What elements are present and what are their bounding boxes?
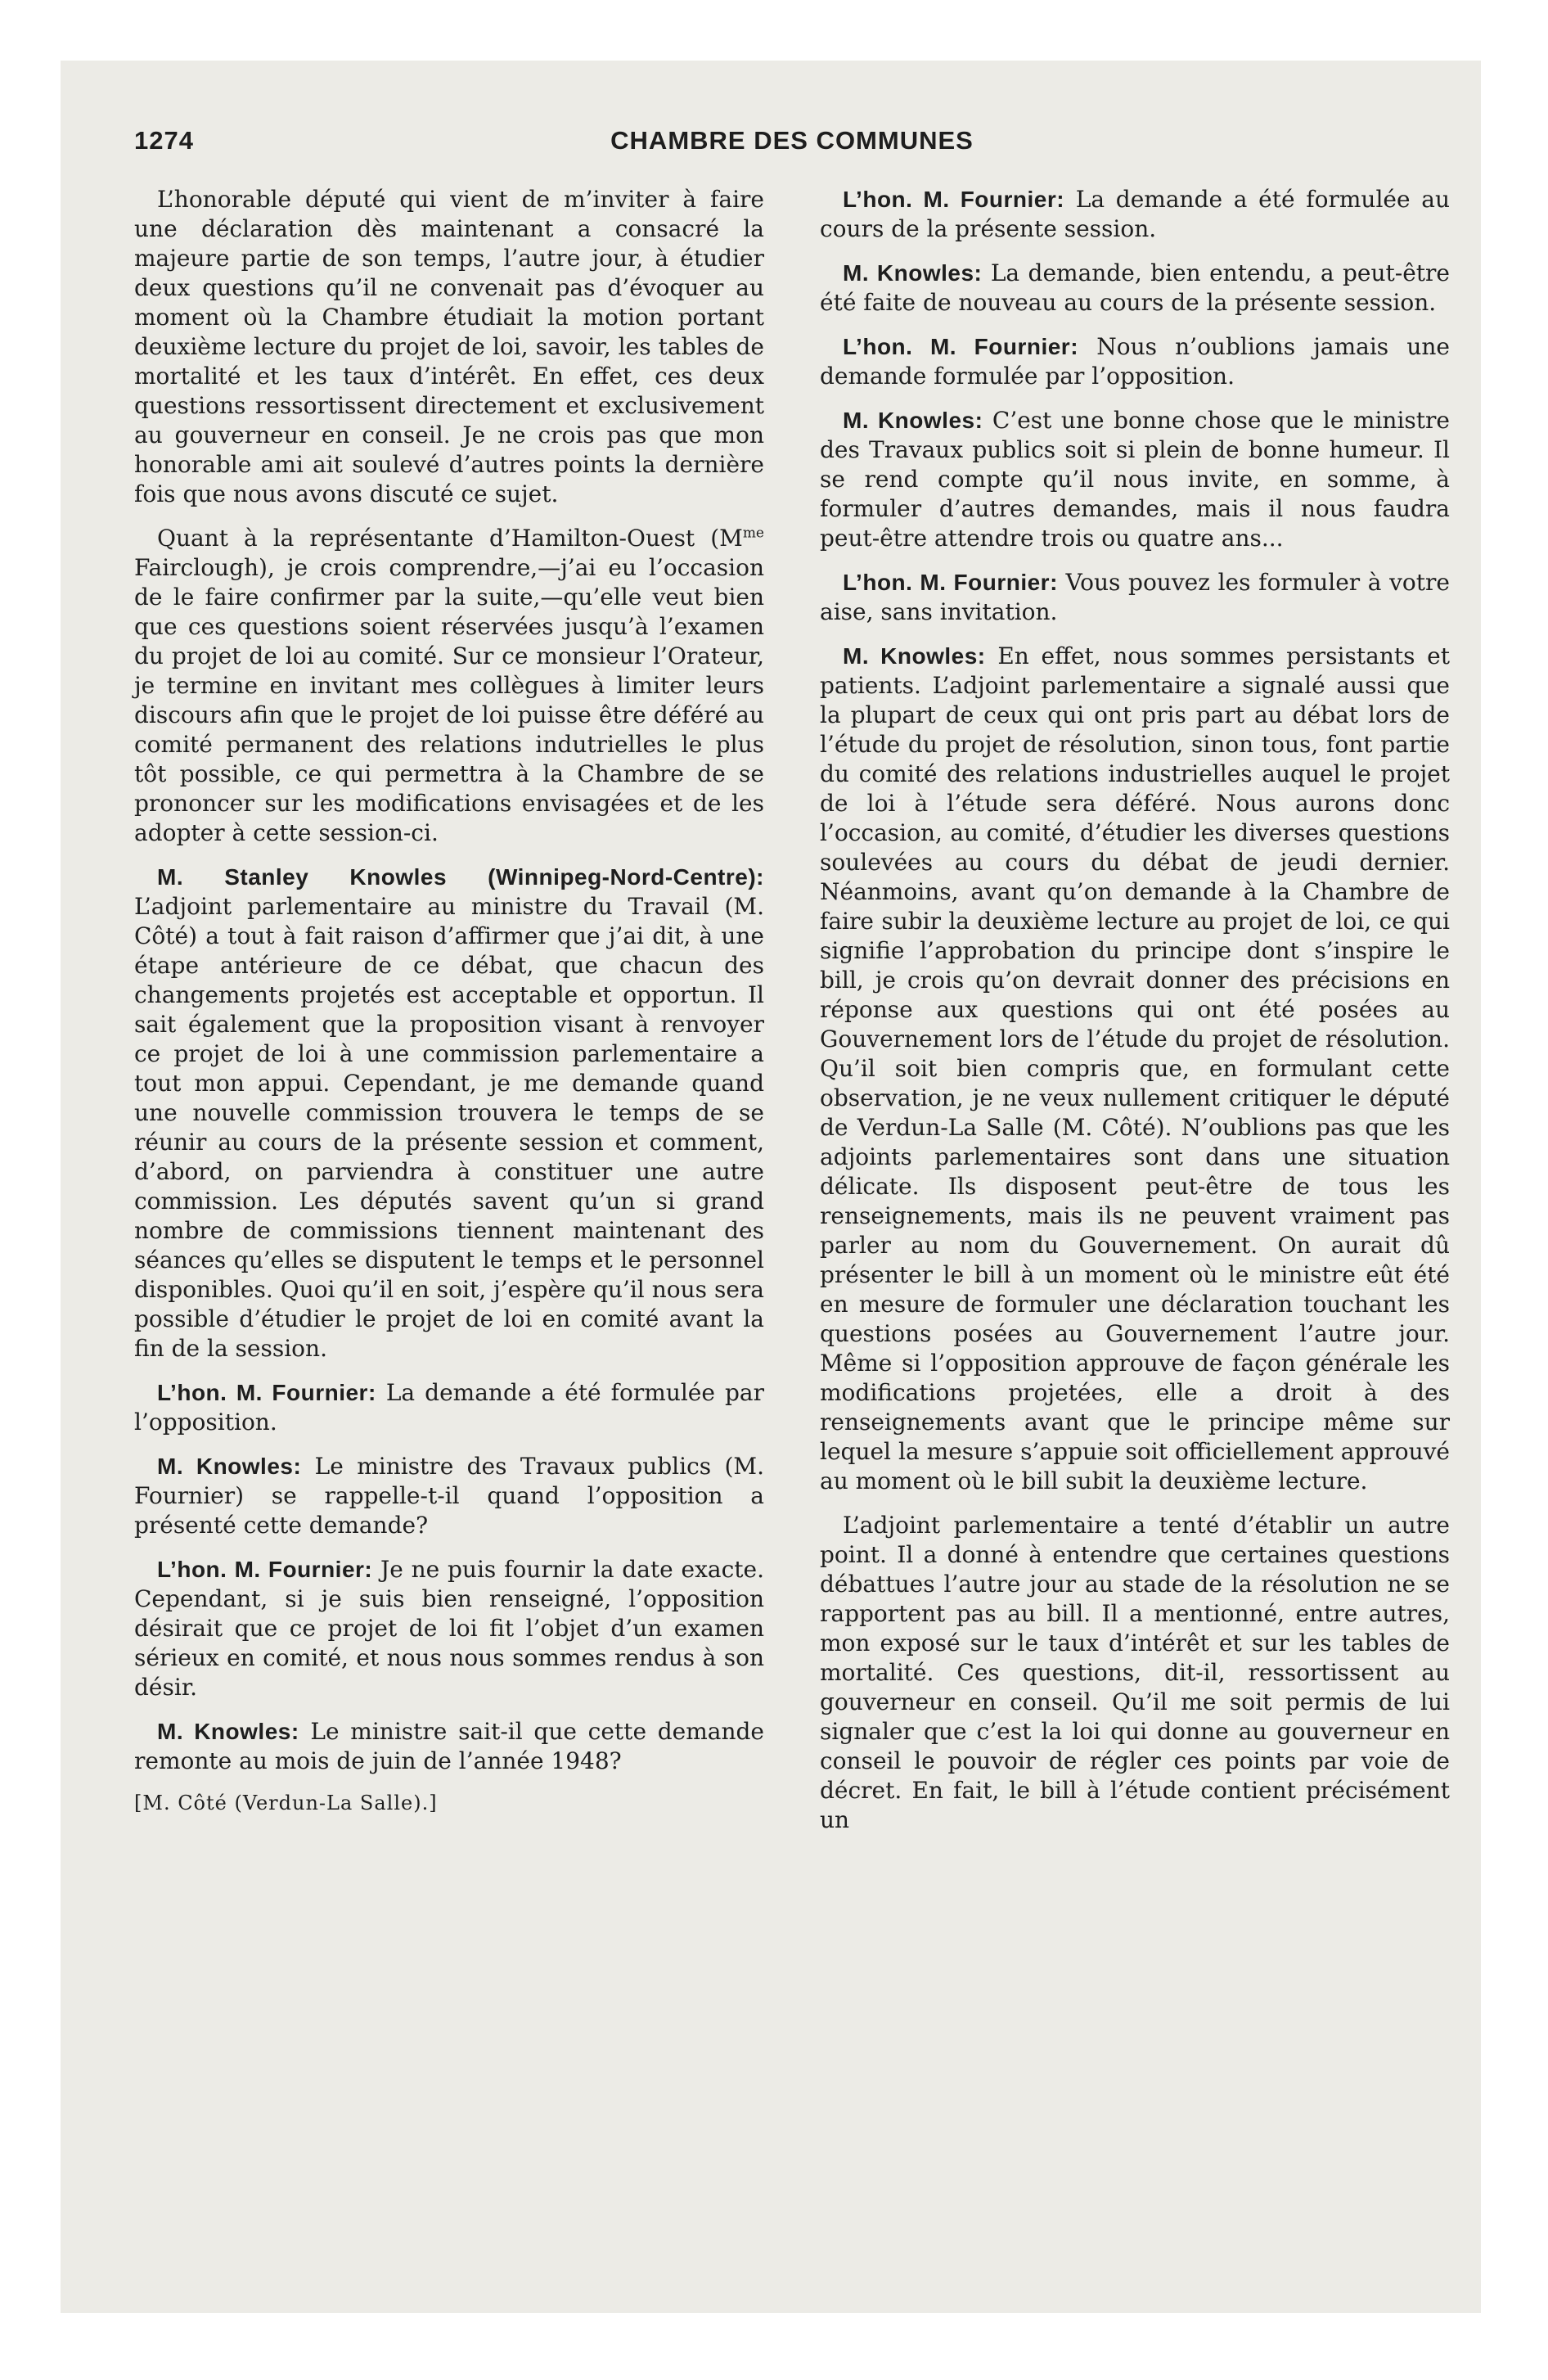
paragraph: L’honorable député qui vient de m’inviter à faire une déclaration dès maintenant a consacré la majeure partie de son temps, l’autre jour, à étudier deux questions qu’il ne convenait pas d’évoquer au moment où la Chambre étudiait la motion portant deuxième lecture du projet de loi, savoir, les tables de mortalité et les taux d’intérêt. En effet, ces deux questions ressortissent directement et exclusivement au gouverneur en conseil. Je ne crois pas que mon honorable ami ait soulevé d’autres points la dernière fois que nous avons discuté ce sujet. — [134, 186, 764, 507]
speaker-name: M. Knowles: — [843, 643, 986, 669]
speech-paragraph — [134, 863, 764, 1364]
speech-paragraph — [820, 642, 1450, 1496]
speaker-name: M. Knowles: — [843, 408, 983, 433]
scanned-page — [61, 61, 1481, 2313]
speaker-name: L’hon. M. Fournier: — [843, 187, 1065, 212]
speech-paragraph — [134, 1452, 764, 1540]
speaker-name: L’hon. M. Fournier: — [843, 570, 1058, 595]
speaker-name: M. Knowles: — [843, 260, 983, 286]
speech-text: Vous pouvez les formuler à votre aise, sans invitation. — [820, 569, 1450, 625]
speaker-name: M. Knowles: — [157, 1719, 299, 1744]
speech-paragraph — [820, 332, 1450, 391]
paragraph-text: Fairclough), je crois comprendre,—j’ai eu l’occasion de le faire confirmer par la suite,—qu’elle veut bien que ces questions soient réservées jusqu’à l’examen du projet de loi au comité. Sur ce monsieur l’Orateur, je termine en invitant mes collègues à limiter leurs discours afin que le projet de loi puisse être déféré au comité permanent des relations indutrielles le plus tôt possible, ce qui permettra à la Chambre de se prononcer sur les modifications envisagées et de les adopter à cette session-ci. — [134, 554, 764, 846]
speech-paragraph — [820, 406, 1450, 553]
speaker-note: [M. Côté (Verdun-La Salle).] — [134, 1792, 438, 1814]
speech-paragraph — [820, 185, 1450, 244]
speech-text: La demande a été formulée au cours de la présente session. — [820, 186, 1450, 242]
left-column — [134, 185, 764, 1830]
speech-text: Le ministre sait-il que cette demande remonte au mois de juin de l’année 1948? — [134, 1718, 764, 1774]
speech-text: En effet, nous sommes persistants et patients. L’adjoint parlementaire a signalé aussi que la plupart de ceux qui ont pris part au débat lors de l’étude du projet de résolution, sinon tous, font partie du comité des relations industrielles auquel le projet de loi à l’étude sera déféré. Nous aurons donc l’occasion, au comité, d’étudier les diverses questions soulevées au cours du débat de jeudi dernier. Néanmoins, avant qu’on demande à la Chambre de faire subir la deuxième lecture au projet de loi, ce qui signifie l’approbation du principe dont s’inspire le bill, je crois qu’on devrait donner des précisions en réponse aux questions qui ont été posées au Gouvernement lors de l’étude du projet de résolution. Qu’il soit bien compris que, en formulant cette observation, je ne veux nullement critiquer le député de Verdun-La Salle (M. Côté). N’oublions pas que les adjoints parlementaires sont dans une situation délicate. Ils disposent peut-être de tous les renseignements, mais ils ne peuvent vraiment pas parler au nom du Gouvernement. On aurait dû présenter le bill à un moment où le ministre eût été en mesure de formuler une déclaration touchant les questions posées au Gouvernement l’autre jour. Même si l’opposition approuve de façon générale les modifications projetées, elle a droit à des renseignements avant que le principe même sur lequel la mesure s’appuie soit officiellement approuvé au moment où le bill subit la deuxième lecture. — [820, 642, 1450, 1494]
running-title: CHAMBRE DES COMMUNES — [610, 126, 974, 155]
right-column — [820, 185, 1450, 1850]
speech-paragraph — [134, 1378, 764, 1437]
speaker-name: L’hon. M. Fournier: — [157, 1380, 376, 1405]
paragraph-text: Quant à la représentante d’Hamilton-Ouest (M — [157, 525, 743, 552]
speech-paragraph — [820, 259, 1450, 318]
speech-text: C’est une bonne chose que le ministre des Travaux publics soit si plein de bonne humeur. Il se rend compte qu’il nous invite, en somme, à formuler d’autres demandes, mais il nous faudra peut-être attendre trois ou quatre ans... — [820, 407, 1450, 552]
speaker-name: M. Stanley Knowles (Winnipeg-Nord-Centre): — [157, 864, 764, 890]
speech-paragraph — [134, 1555, 764, 1702]
speech-paragraph — [134, 1717, 764, 1776]
speech-text: Le ministre des Travaux publics (M. Fournier) se rappelle-t-il quand l’opposition a présenté cette demande? — [134, 1453, 764, 1539]
speaker-name: M. Knowles: — [157, 1454, 302, 1479]
speech-text: La demande, bien entendu, a peut-être été faite de nouveau au cours de la présente session. — [820, 259, 1450, 316]
speech-text: Nous n’oublions jamais une demande formulée par l’opposition. — [820, 333, 1450, 390]
text-columns — [134, 185, 1450, 2247]
page-number: 1274 — [134, 126, 194, 155]
speech-text: L’adjoint parlementaire au ministre du Travail (M. Côté) a tout à fait raison d’affirmer que j’ai dit, à une étape antérieure de ce débat, que chacun des changements projetés est acceptable et opportun. Il sait également que la proposition visant à renvoyer ce projet de loi à une commission parlementaire a tout mon appui. Cependant, je me demande quand une nouvelle commission trouvera le temps de se réunir au cours de la présente session et comment, d’abord, on parviendra à constituer une autre commission. Les députés savent qu’un si grand nombre de commissions tiennent maintenant des séances qu’elles se disputent le temps et le personnel disponibles. Quoi qu’il en soit, j’espère qu’il nous sera possible d’étudier le projet de loi en comité avant la fin de la session. — [134, 893, 764, 1362]
speech-text: Je ne puis fournir la date exacte. Cependant, si je suis bien renseigné, l’opposition désirait que ce projet de loi fit l’objet d’un examen sérieux en comité, et nous nous sommes rendus à son désir. — [134, 1556, 764, 1701]
paragraph — [134, 524, 764, 848]
speech-text: La demande a été formulée par l’opposition. — [134, 1379, 764, 1436]
superscript: me — [742, 525, 764, 542]
paragraph: L’adjoint parlementaire a tenté d’établir un autre point. Il a donné à entendre que certaines questions débattues l’autre jour au stade de la résolution ne se rapportent pas au bill. Il a mentionné, entre autres, mon exposé sur le taux d’intérêt et sur les tables de mortalité. Ces questions, dit-il, ressortissent au gouverneur en conseil. Qu’il me soit permis de lui signaler que c’est la loi qui donne au gouverneur en conseil le pouvoir de régler ces points par voie de décret. En fait, le bill à l’étude contient précisément un — [820, 1512, 1450, 1833]
page-content — [134, 126, 1450, 1833]
page-header — [134, 126, 1450, 175]
speaker-name: L’hon. M. Fournier: — [843, 334, 1079, 359]
speaker-name: L’hon. M. Fournier: — [157, 1557, 373, 1582]
speech-paragraph — [820, 568, 1450, 627]
